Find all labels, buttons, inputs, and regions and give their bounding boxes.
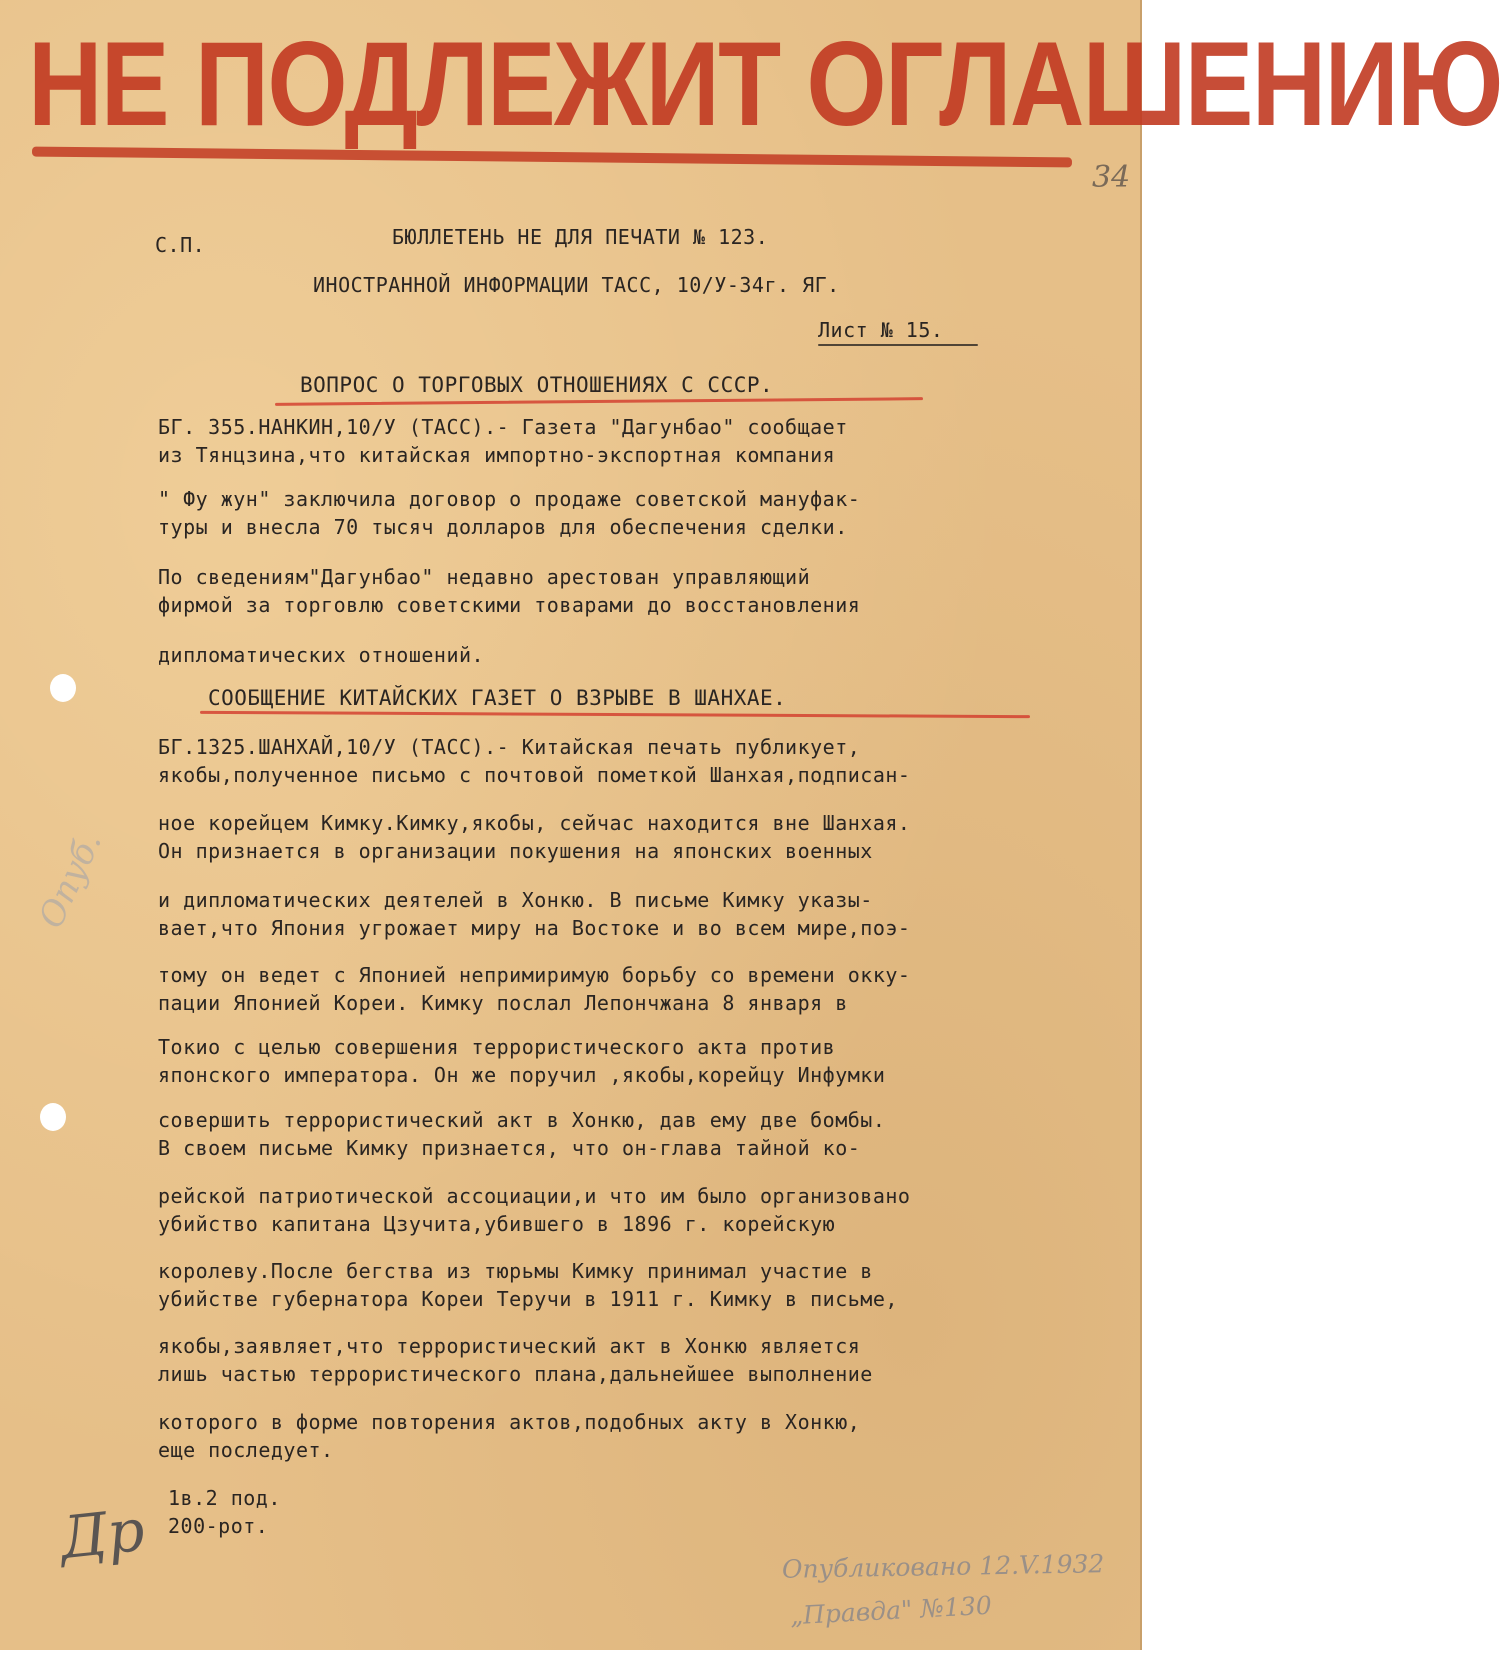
- s2-line: ное корейцем Кимку.Кимку,якобы, сейчас находится вне Шанхая.: [158, 811, 911, 835]
- s1-line: туры и внесла 70 тысяч долларов для обеспечения сделки.: [158, 515, 848, 539]
- s2-line: японского императора. Он же поручил ,якобы,корейцу Инфумки: [158, 1063, 886, 1087]
- s2-line: убийство капитана Цзучита,убившего в 1896 г. корейскую: [158, 1212, 836, 1236]
- s2-line: и дипломатических деятелей в Хонкю. В письме Кимку указы-: [158, 888, 873, 912]
- s2-line: совершить террористический акт в Хонкю, дав ему две бомбы.: [158, 1108, 886, 1132]
- header-bulletin: БЮЛЛЕТЕНЬ НЕ ДЛЯ ПЕЧАТИ № 123.: [392, 225, 769, 249]
- s2-line: БГ.1325.ШАНХАЙ,10/У (ТАСС).- Китайская печать публикует,: [158, 735, 861, 759]
- s1-line: " Фу жун" заключила договор о продаже советской мануфак-: [158, 487, 861, 511]
- sheet-underline: [818, 344, 978, 346]
- s2-line: которого в форме повторения актов,подобных акту в Хонкю,: [158, 1410, 861, 1434]
- header-sp: С.П.: [155, 233, 206, 257]
- s1-line: дипломатических отношений.: [158, 643, 485, 667]
- header-tass-info: ИНОСТРАННОЙ ИНФОРМАЦИИ ТАСС, 10/У-34г. ЯГ.: [313, 273, 840, 297]
- s2-line: Он признается в организации покушения на японских военных: [158, 839, 873, 863]
- s2-line: тому он ведет с Японией непримиримую борьбу со времени окку-: [158, 963, 911, 987]
- s2-line: якобы,полученное письмо с почтовой пометкой Шанхая,подписан-: [158, 763, 911, 787]
- s2-line: лишь частью террористического плана,дальнейшее выполнение: [158, 1362, 873, 1386]
- s2-line: якобы,заявляет,что террористический акт в Хонкю является: [158, 1334, 861, 1358]
- section2-heading: СООБЩЕНИЕ КИТАЙСКИХ ГАЗЕТ О ВЗРЫВЕ В ШАНХАЕ.: [208, 686, 787, 710]
- s2-line: вает,что Япония угрожает миру на Востоке и во всем мире,поэ-: [158, 916, 911, 940]
- distribution-line-1: 1в.2 под.: [168, 1486, 281, 1510]
- secret-stamp: НЕ ПОДЛЕЖИТ ОГЛАШЕНИЮ: [28, 17, 1502, 151]
- s1-line: из Тянцзина,что китайская импортно-экспортная компания: [158, 443, 836, 467]
- s2-line: убийстве губернатора Кореи Теручи в 1911 г. Кимку в письме,: [158, 1287, 898, 1311]
- s2-line: рейской патриотической ассоциации,и что им было организовано: [158, 1184, 911, 1208]
- s2-line: В своем письме Кимку признается, что он-глава тайной ко-: [158, 1136, 861, 1160]
- pencil-published-source: „Правда" №130: [789, 1590, 993, 1631]
- punch-hole: [40, 1103, 66, 1131]
- s1-line: фирмой за торговлю советскими товарами до восстановления: [158, 593, 861, 617]
- s1-line: БГ. 355.НАНКИН,10/У (ТАСС).- Газета "Дагунбао" сообщает: [158, 415, 848, 439]
- punch-hole: [50, 674, 76, 702]
- pencil-margin-note: Опуб.: [31, 825, 111, 935]
- section2-heading-underline: [200, 711, 1030, 718]
- pencil-initials: Др: [56, 1495, 148, 1573]
- pencil-published-note: Опубликовано 12.V.1932: [781, 1549, 1105, 1584]
- section1-heading-underline: [275, 397, 923, 406]
- s2-line: еще последует.: [158, 1438, 334, 1462]
- s2-line: королеву.После бегства из тюрьмы Кимку принимал участие в: [158, 1259, 873, 1283]
- s2-line: Токио с целью совершения террористического акта против: [158, 1035, 836, 1059]
- section1-heading: ВОПРОС О ТОРГОВЫХ ОТНОШЕНИЯХ С СССР.: [300, 373, 774, 397]
- s1-line: По сведениям"Дагунбао" недавно арестован управляющий: [158, 565, 811, 589]
- distribution-line-2: 200-рот.: [168, 1514, 269, 1538]
- s2-line: пации Японией Кореи. Кимку послал Лепончжана 8 января в: [158, 991, 848, 1015]
- header-sheet-number: Лист № 15.: [818, 318, 944, 342]
- pencil-page-number: 34: [1092, 160, 1131, 195]
